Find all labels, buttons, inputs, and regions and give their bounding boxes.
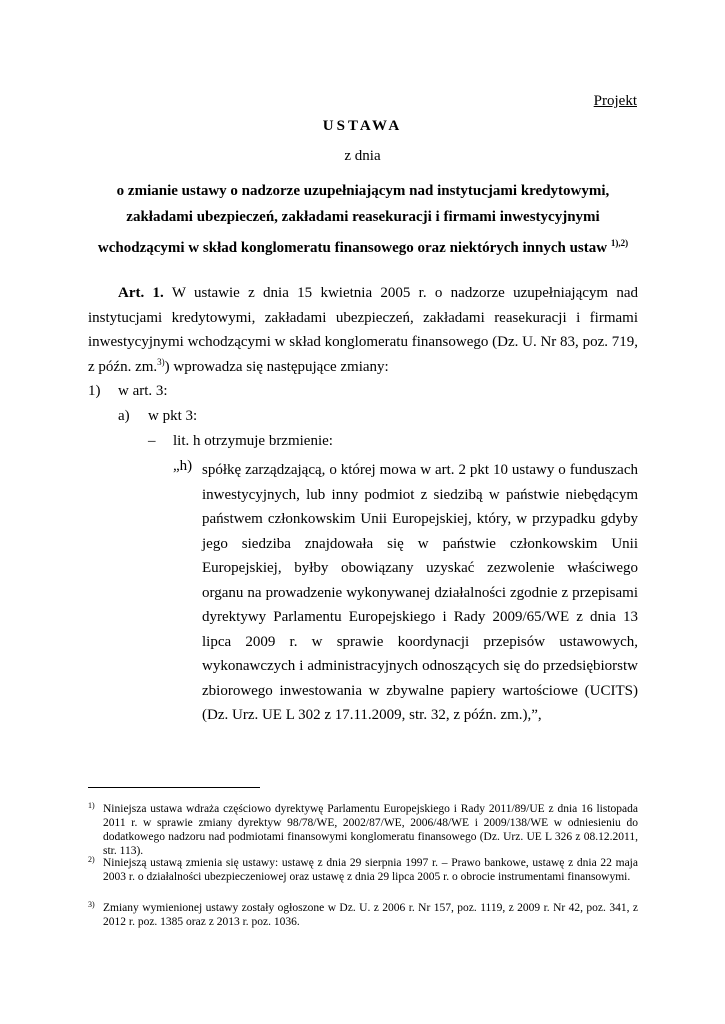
document-title: [88, 178, 638, 261]
item-1-number: 1): [88, 383, 101, 399]
letter-h-text: spółkę zarządzającą, o której mowa w art. 2 pkt 10 ustawy o funduszach inwestycyjnych, lub inny podmiot z siedzibą w państwie niebędącym państwem członkowskim Unii Europejskiej, który, w przypadku gdyby jego siedziba znajdowała się w państwie członkowskim Unii Europejskiej, byłby obowiązany uzyskać zezwolenie właściwego organu na prowadzenie wykonywanej działalności zgodnie z przepisami dyrektywy Parlamentu Europejskiego i Rady 2009/65/WE z dnia 13 lipca 2009 r. w sprawie koordynacji przepisów ustawowych, wykonawczych i administracyjnych odnoszących się do przedsiębiorstw zbiorowego inwestowania w zbywalne papiery wartościowe (UCITS) (Dz. Urz. UE L 302 z 17.11.2009, str. 32, z późn. zm.),”,: [202, 462, 638, 723]
subitem-a-number: a): [118, 408, 130, 424]
letter-h-label: „h): [173, 458, 193, 474]
dash-item-text: lit. h otrzymuje brzmienie:: [173, 433, 333, 449]
footnote-number: 3): [88, 900, 95, 909]
item-1-text: w art. 3:: [118, 383, 168, 399]
footnote-2: [88, 856, 638, 884]
footnote-text: Zmiany wymienionej ustawy zostały ogłoszone w Dz. U. z 2006 r. Nr 157, poz. 1119, z 2009 r. Nr 42, poz. 341, z 2012 r. poz. 1385 oraz z 2013 r. poz. 1036.: [103, 902, 638, 928]
footnote-1: [88, 802, 638, 858]
footnote-separator: [88, 787, 260, 788]
footnote-number: 2): [88, 855, 95, 864]
article-label: Art. 1.: [118, 285, 164, 301]
footnote-number: 1): [88, 801, 95, 810]
document-type-heading: USTAWA: [322, 118, 403, 134]
footnote-text: Niniejsza ustawa wdraża częściowo dyrektywę Parlamentu Europejskiego i Rady 2011/89/UE z dnia 16 listopada 2011 r. w sprawie zmiany dyrektyw 98/78/WE, 2002/87/WE, 2006/48/WE i 2009/138/WE w odniesieniu do dodatkowego nadzoru nad podmiotami finansowymi konglomeratu finansowego (Dz. Urz. UE L 326 z 08.12.2011, str. 113).: [103, 803, 638, 857]
footnote-3: [88, 901, 638, 929]
date-line: z dnia: [344, 148, 381, 164]
article-text-1: W ustawie z dnia 15 kwietnia 2005 r. o nadzorze uzupełniającym nad instytucjami kredytowymi, zakładami ubezpieczeń, zakładami reasekuracji i firmami inwestycyjnymi wchodzącymi w skład konglomeratu finansowego (Dz. U. Nr 83, poz. 719, z późn. zm.: [88, 285, 638, 375]
title-text: o zmianie ustawy o nadzorze uzupełniającym nad instytucjami kredytowymi, zakładami ubezpieczeń, zakładami reasekuracji i firmami inwestycyjnymi wchodzącymi w skład konglomeratu finansowego oraz niektórych innych ustaw: [97, 183, 610, 256]
article-1: [88, 281, 638, 379]
article-footnote-ref: 3): [157, 356, 165, 367]
article-text-2: ) wprowadza się następujące zmiany:: [164, 358, 389, 375]
title-footnote-refs: 1),2): [610, 238, 629, 248]
dash-bullet: –: [148, 433, 156, 449]
projekt-label: Projekt: [593, 93, 637, 109]
subitem-a-text: w pkt 3:: [148, 408, 198, 424]
footnote-text: Niniejszą ustawą zmienia się ustawy: ustawę z dnia 29 sierpnia 1997 r. – Prawo bankowe, ustawę z dnia 22 maja 2003 r. o działalności ubezpieczeniowej oraz ustawę z dnia 29 lipca 2005 r. o obrocie instrumentami finansowymi.: [103, 857, 638, 883]
